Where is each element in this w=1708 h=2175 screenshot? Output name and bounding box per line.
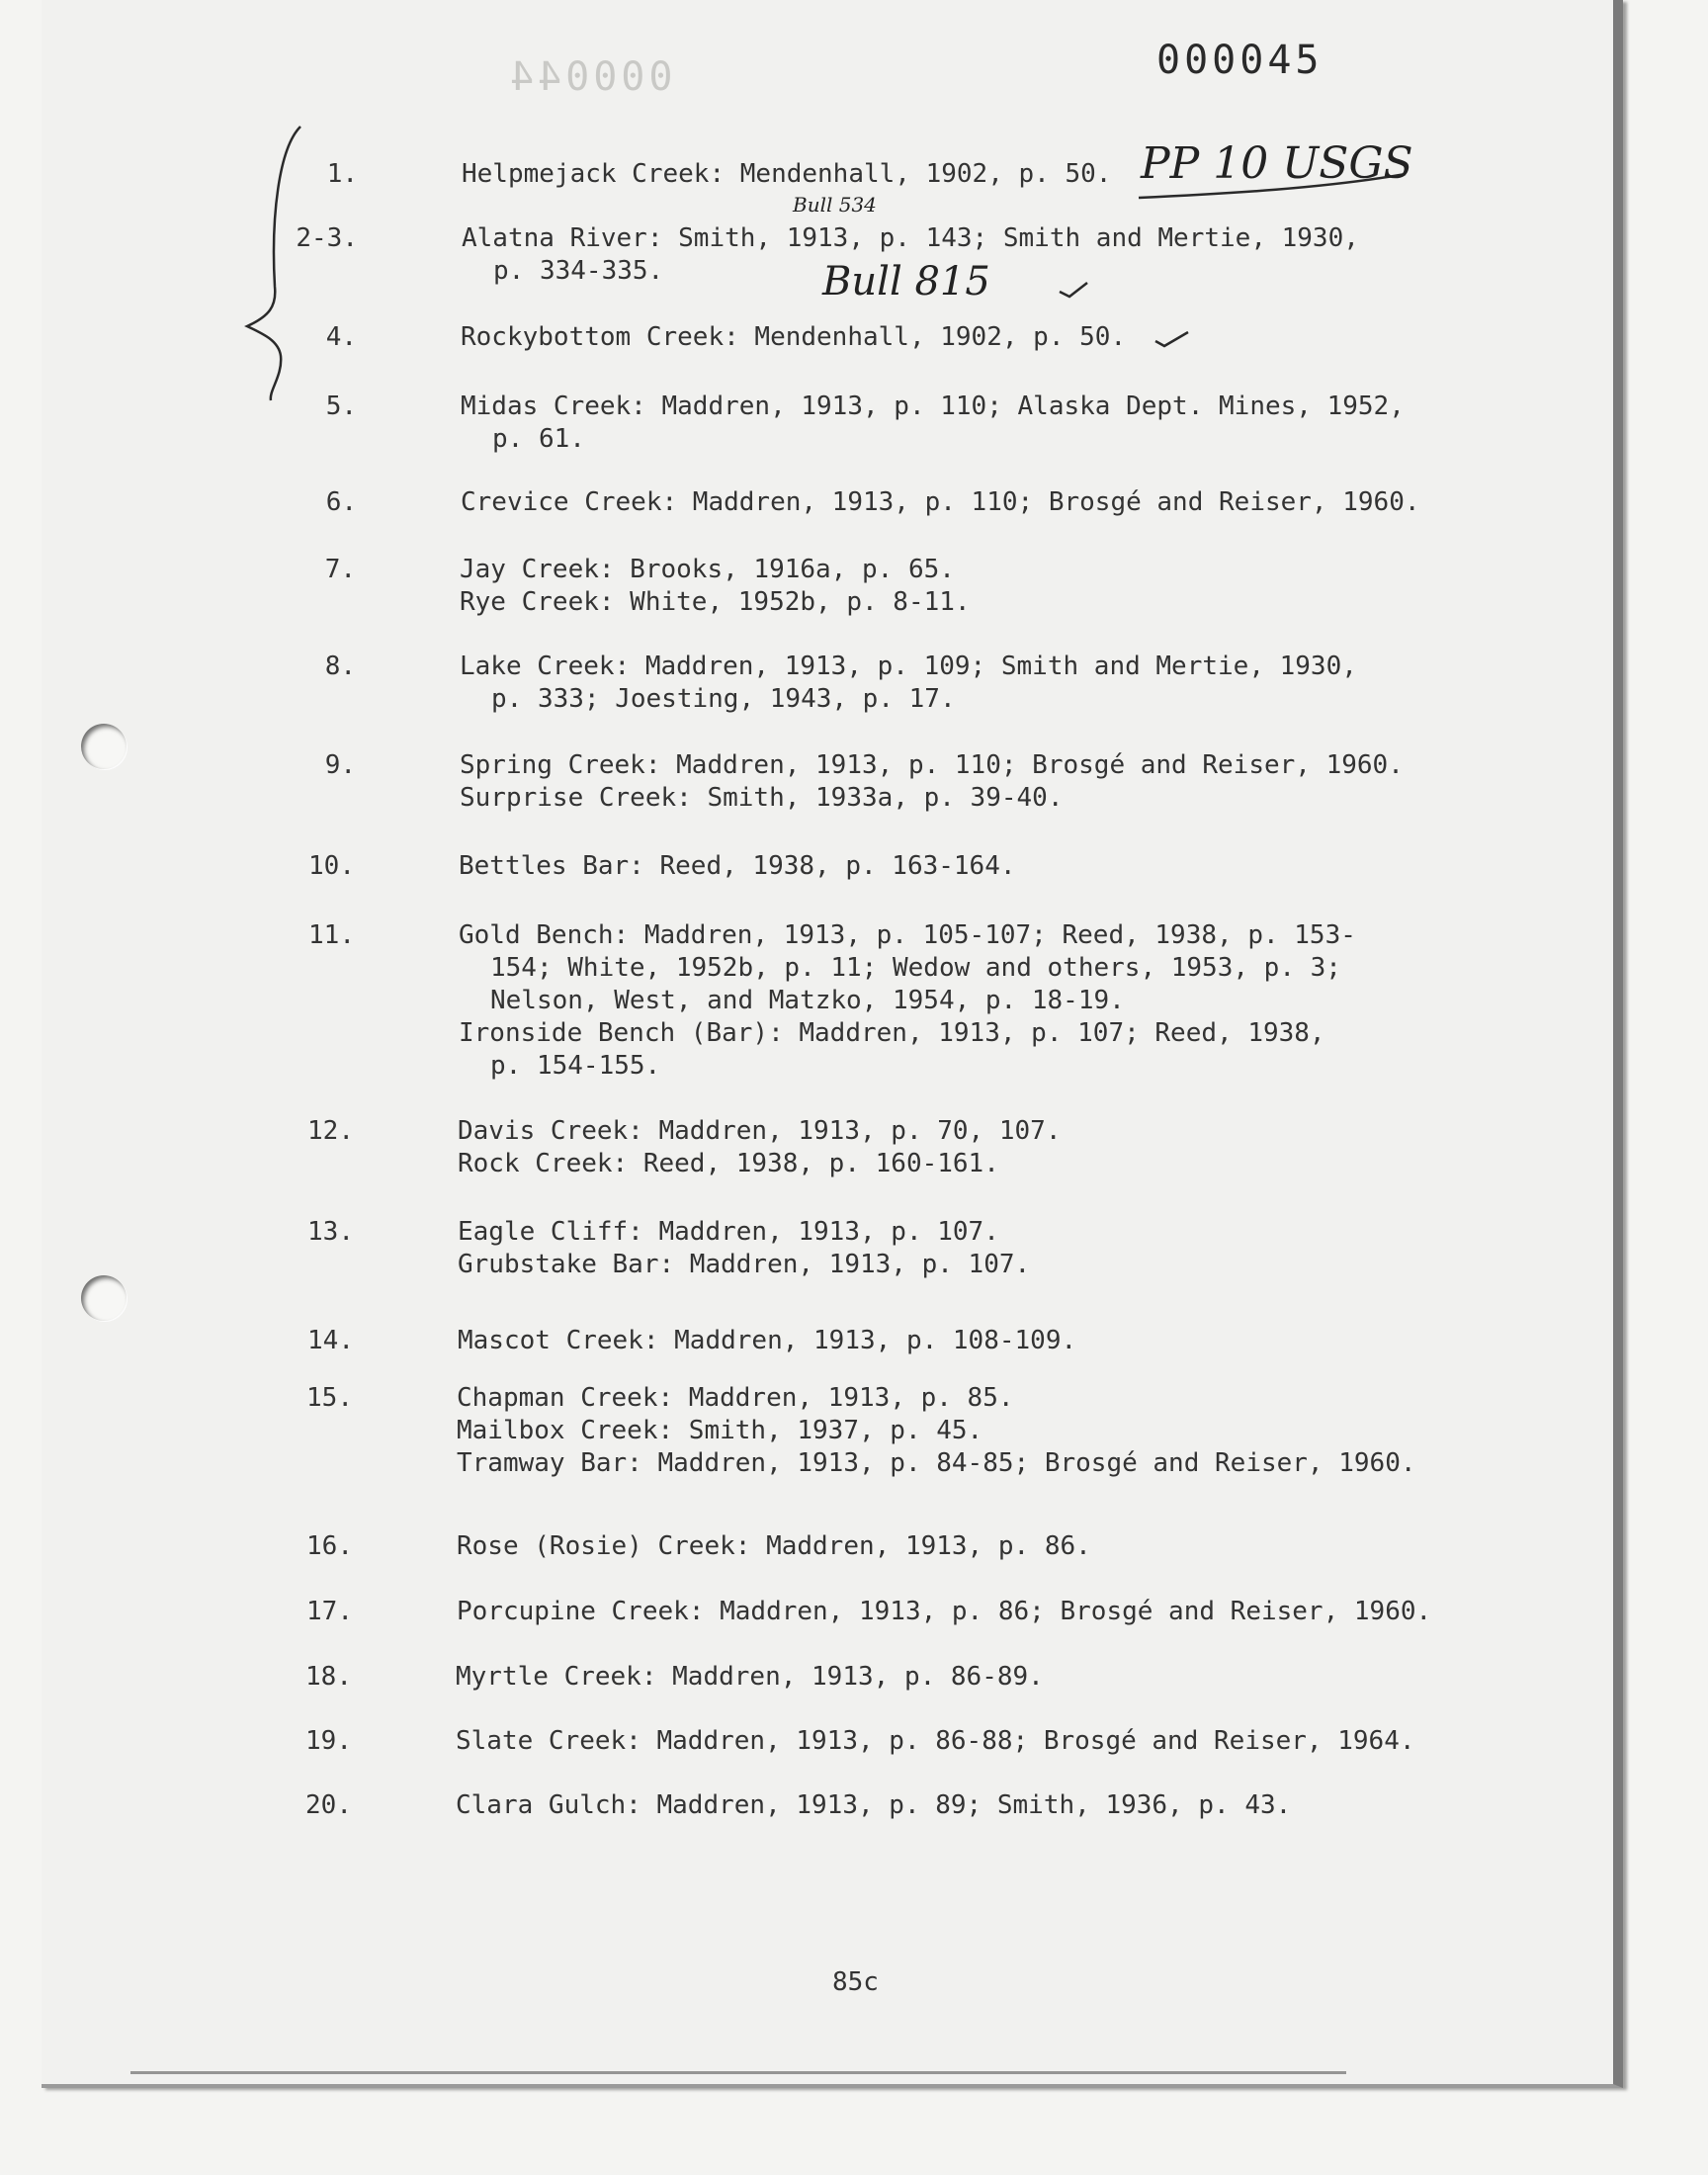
entry-line: p. 154-155. — [490, 1051, 661, 1081]
entry-line: Chapman Creek: Maddren, 1913, p. 85. — [457, 1383, 1014, 1413]
scanned-page — [42, 0, 1623, 2088]
entry-number: 16. — [306, 1531, 353, 1561]
entry-number: 19. — [305, 1726, 352, 1756]
entry-number: 10. — [308, 851, 355, 881]
entry-line: Myrtle Creek: Maddren, 1913, p. 86-89. — [456, 1662, 1044, 1692]
entry-text — [458, 1115, 1505, 1180]
entry-text — [458, 1216, 1505, 1281]
entry-line: Mascot Creek: Maddren, 1913, p. 108-109. — [458, 1326, 1077, 1355]
entry-line: Spring Creek: Maddren, 1913, p. 110; Brosgé and Reiser, 1960. — [460, 750, 1404, 780]
entry-line: Tramway Bar: Maddren, 1913, p. 84-85; Brosgé and Reiser, 1960. — [457, 1448, 1416, 1478]
handwritten-note-pp: PP 10 USGS — [1141, 138, 1413, 189]
entry-text — [457, 1596, 1504, 1628]
entry-line: Helpmejack Creek: Mendenhall, 1902, p. 50. — [462, 159, 1112, 189]
entry-number: 17. — [306, 1597, 353, 1626]
entry-text — [460, 554, 1507, 619]
entry-text — [458, 1325, 1505, 1357]
entry-line: Slate Creek: Maddren, 1913, p. 86-88; Brosgé and Reiser, 1964. — [456, 1726, 1415, 1756]
entry-line: Surprise Creek: Smith, 1933a, p. 39-40. — [460, 783, 1064, 813]
entry-number: 2-3. — [296, 223, 358, 253]
entry-line: Jay Creek: Brooks, 1916a, p. 65. — [460, 555, 955, 584]
entry-line: Bettles Bar: Reed, 1938, p. 163-164. — [459, 851, 1016, 881]
entry-line: Rockybottom Creek: Mendenhall, 1902, p. 50. — [461, 322, 1127, 352]
entry-line: Davis Creek: Maddren, 1913, p. 70, 107. — [458, 1116, 1062, 1146]
entry-number: 14. — [307, 1326, 354, 1355]
handwritten-note-bull534: Bull 534 — [793, 193, 877, 217]
entry-number: 6. — [325, 487, 357, 517]
entry-line: Alatna River: Smith, 1913, p. 143; Smith and Mertie, 1930, — [462, 223, 1359, 253]
entry-line: Nelson, West, and Matzko, 1954, p. 18-19. — [490, 986, 1125, 1015]
entry-text — [461, 486, 1508, 519]
entry-line: Midas Creek: Maddren, 1913, p. 110; Alaska Dept. Mines, 1952, — [461, 392, 1405, 421]
entry-line: Lake Creek: Maddren, 1913, p. 109; Smith and Mertie, 1930, — [460, 652, 1357, 681]
entry-number: 11. — [308, 920, 355, 950]
entry-text — [462, 222, 1509, 288]
entry-number: 4. — [325, 322, 357, 352]
entry-text — [456, 1725, 1503, 1758]
entry-text — [459, 919, 1506, 1083]
entry-line: 154; White, 1952b, p. 11; Wedow and others, 1953, p. 3; — [490, 953, 1341, 983]
entry-line: Clara Gulch: Maddren, 1913, p. 89; Smith, 1936, p. 43. — [456, 1790, 1292, 1820]
entry-line: Ironside Bench (Bar): Maddren, 1913, p. 107; Reed, 1938, — [459, 1018, 1325, 1048]
entry-number: 1. — [326, 159, 358, 189]
entry-number: 13. — [307, 1217, 354, 1247]
entry-text — [460, 749, 1507, 815]
entry-line: p. 61. — [492, 424, 585, 454]
entry-text — [457, 1530, 1504, 1563]
entry-text — [461, 321, 1508, 354]
entry-line: Porcupine Creek: Maddren, 1913, p. 86; Brosgé and Reiser, 1960. — [457, 1597, 1432, 1626]
entry-number: 9. — [324, 750, 356, 780]
bleed-through-number: 000044 — [506, 54, 673, 100]
entry-line: Rose (Rosie) Creek: Maddren, 1913, p. 86. — [457, 1531, 1091, 1561]
entry-line: p. 334-335. — [493, 256, 664, 286]
entry-text — [462, 158, 1509, 191]
entry-line: Rock Creek: Reed, 1938, p. 160-161. — [458, 1149, 999, 1178]
entry-text — [456, 1661, 1503, 1694]
entry-line: Crevice Creek: Maddren, 1913, p. 110; Brosgé and Reiser, 1960. — [461, 487, 1420, 517]
entry-line: Grubstake Bar: Maddren, 1913, p. 107. — [458, 1250, 1031, 1279]
entry-text — [456, 1789, 1503, 1822]
scan-edge-line — [130, 2071, 1346, 2074]
entry-line: Gold Bench: Maddren, 1913, p. 105-107; Reed, 1938, p. 153- — [459, 920, 1356, 950]
entry-number: 12. — [307, 1116, 354, 1146]
entry-number: 15. — [306, 1383, 353, 1413]
entry-number: 18. — [305, 1662, 352, 1692]
entry-line: Eagle Cliff: Maddren, 1913, p. 107. — [458, 1217, 999, 1247]
entry-line: Rye Creek: White, 1952b, p. 8-11. — [460, 587, 971, 617]
entry-number: 8. — [324, 652, 356, 681]
entry-number: 20. — [305, 1790, 352, 1820]
entry-text — [459, 850, 1506, 883]
handwritten-note-bull815: Bull 815 — [822, 259, 990, 304]
document-stamp-number: 000045 — [1156, 38, 1324, 83]
entry-line: p. 333; Joesting, 1943, p. 17. — [491, 684, 956, 714]
entry-line: Mailbox Creek: Smith, 1937, p. 45. — [457, 1416, 983, 1445]
page-number: 85c — [832, 1967, 879, 1997]
entry-number: 7. — [324, 555, 356, 584]
entry-number: 5. — [325, 392, 357, 421]
punch-hole-lower — [81, 1275, 127, 1321]
entry-text — [460, 651, 1507, 716]
entry-text — [457, 1382, 1504, 1480]
entry-text — [461, 391, 1508, 456]
